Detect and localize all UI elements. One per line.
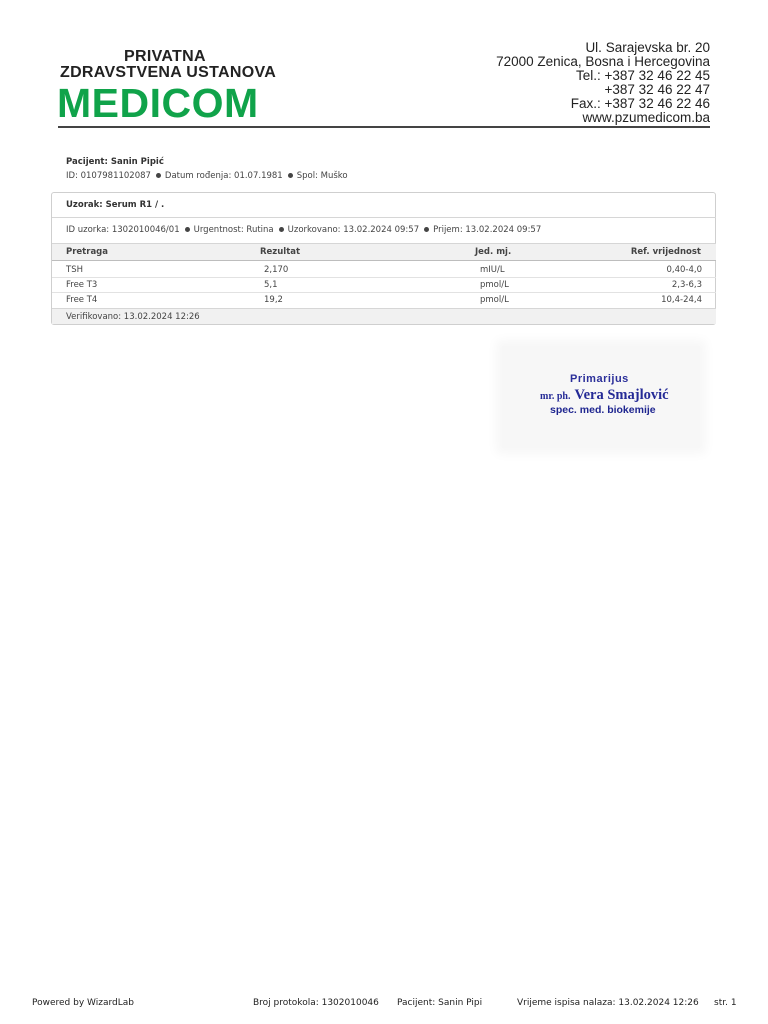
- row-ft4-test: Free T4: [66, 295, 98, 305]
- footer-protocol: Broj protokola: 1302010046: [253, 998, 379, 1008]
- column-header-unit: Jed. mj.: [475, 247, 512, 257]
- row-ft3-test: Free T3: [66, 280, 98, 290]
- letterhead-line-institution: ZDRAVSTVENA USTANOVA: [60, 64, 277, 81]
- column-header-test: Pretraga: [66, 247, 108, 257]
- stamp-name-text: Vera Smajlović: [574, 387, 669, 403]
- footer-powered-by: Powered by WizardLab: [32, 998, 134, 1008]
- column-header-result: Rezultat: [260, 247, 301, 257]
- patient-dob: Datum rođenja: 01.07.1981: [164, 171, 283, 181]
- row-ft4-unit: pmol/L: [480, 295, 509, 305]
- footer-page-number: str. 1: [714, 998, 737, 1008]
- bullet-icon: [288, 173, 293, 178]
- patient-id: ID: 0107981102087: [66, 171, 151, 181]
- row-divider: [52, 277, 716, 278]
- letterhead-line-privatna: PRIVATNA: [124, 48, 206, 65]
- row-ft4-reference: 10,4-24,4: [661, 295, 702, 305]
- row-ft3-reference: 2,3-6,3: [671, 280, 702, 290]
- bullet-icon: [156, 173, 161, 178]
- table-header: [52, 243, 716, 261]
- patient-meta: [66, 171, 348, 181]
- sample-id: ID uzorka: 1302010046/01: [66, 225, 180, 235]
- column-header-reference: Ref. vrijednost: [630, 247, 701, 257]
- address-city: 72000 Zenica, Bosna i Hercegovina: [496, 54, 710, 69]
- address-street: Ul. Sarajevska br. 20: [585, 40, 710, 55]
- stamp-name: [540, 386, 669, 404]
- sample-urgency: Urgentnost: Rutina: [193, 225, 274, 235]
- bullet-icon: [279, 227, 284, 232]
- stamp-title: Primarijus: [570, 373, 629, 385]
- sample-sampled: Uzorkovano: 13.02.2024 09:57: [287, 225, 420, 235]
- row-tsh-test: TSH: [66, 265, 83, 275]
- letterhead-contact: [496, 41, 710, 125]
- card-divider: [52, 217, 716, 218]
- letterhead-divider: [58, 126, 710, 128]
- row-divider: [52, 292, 716, 293]
- website: www.pzumedicom.ba: [582, 110, 710, 125]
- stamp-specialty: spec. med. biokemije: [550, 404, 656, 416]
- bullet-icon: [185, 227, 190, 232]
- sample-meta: [66, 225, 541, 235]
- sample-title: Uzorak: Serum R1 / .: [66, 200, 165, 210]
- stamp-name-prefix: mr. ph.: [540, 391, 571, 402]
- row-tsh-reference: 0,40-4,0: [666, 265, 702, 275]
- phone-1: Tel.: +387 32 46 22 45: [576, 68, 710, 83]
- sample-received: Prijem: 13.02.2024 09:57: [433, 225, 542, 235]
- bullet-icon: [424, 227, 429, 232]
- row-ft4-result: 19,2: [264, 295, 283, 305]
- brand-logo-text: MEDICOM: [57, 80, 259, 126]
- phone-2: +387 32 46 22 47: [604, 82, 710, 97]
- row-tsh-result: 2,170: [264, 265, 289, 275]
- row-ft3-unit: pmol/L: [480, 280, 509, 290]
- verified-date: Verifikovano: 13.02.2024 12:26: [66, 312, 200, 322]
- footer-patient: Pacijent: Sanin Pipi: [397, 998, 483, 1008]
- fax: Fax.: +387 32 46 22 46: [570, 96, 710, 111]
- patient-sex: Spol: Muško: [296, 171, 348, 181]
- row-ft3-result: 5,1: [264, 280, 278, 290]
- row-tsh-unit: mIU/L: [480, 265, 505, 275]
- patient-name: Pacijent: Sanin Pipić: [66, 157, 164, 167]
- footer-print-time: Vrijeme ispisa nalaza: 13.02.2024 12:26: [517, 998, 699, 1008]
